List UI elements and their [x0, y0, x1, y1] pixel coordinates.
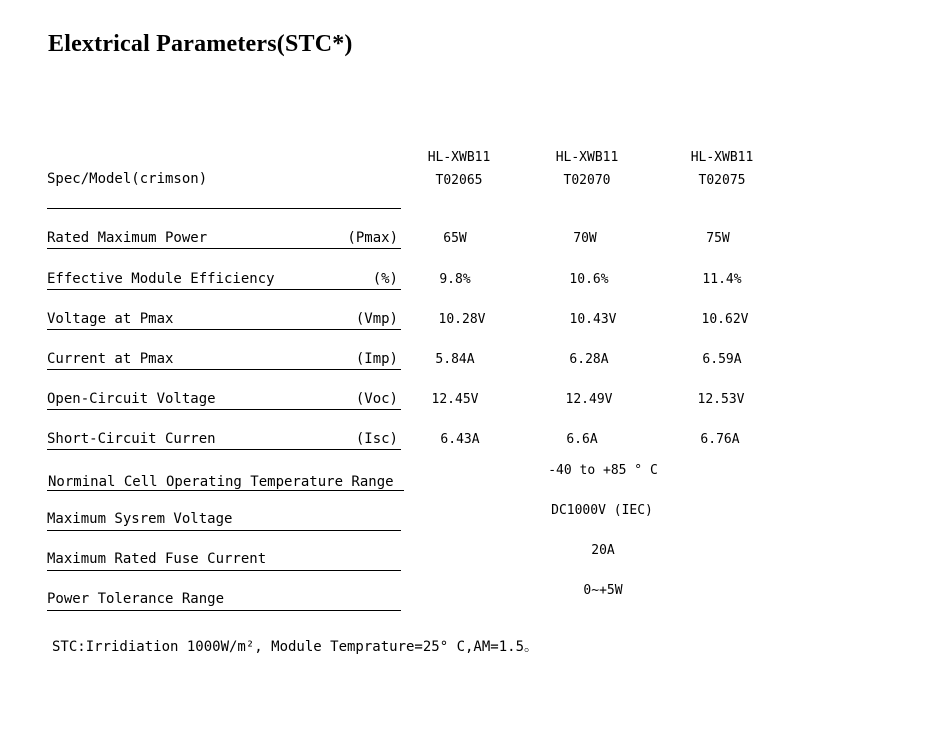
row-value: 11.4% [702, 272, 742, 287]
row-label: Voltage at Pmax [47, 311, 174, 327]
row-divider [47, 490, 404, 491]
stc-footnote: STC:Irridiation 1000W/m², Module Temprature=25° C,AM=1.5。 [52, 639, 539, 655]
row-value: 6.76A [700, 432, 740, 447]
row-divider [47, 530, 401, 531]
row-label: Current at Pmax [47, 351, 174, 367]
model-3-line2: T02075 [698, 173, 746, 188]
shared-row-value: 0~+5W [583, 583, 623, 598]
row-unit: (Voc) [355, 391, 398, 407]
row-unit: (%) [372, 271, 398, 287]
row-value: 70W [573, 231, 597, 246]
row-label: Short-Circuit Curren [47, 431, 216, 447]
row-label: Open-Circuit Voltage [47, 391, 216, 407]
row-value: 12.49V [565, 392, 613, 407]
row-unit: (Isc) [355, 431, 398, 447]
row-value: 10.62V [701, 312, 749, 327]
row-value: 9.8% [439, 272, 471, 287]
row-value: 10.6% [569, 272, 609, 287]
model-2-line1: HL-XWB11 [555, 150, 619, 165]
row-divider [47, 409, 401, 410]
row-divider [47, 248, 401, 249]
row-value: 6.28A [569, 352, 609, 367]
row-value: 5.84A [435, 352, 475, 367]
shared-row-label: Power Tolerance Range [47, 591, 225, 607]
row-unit: (Vmp) [355, 311, 398, 327]
row-value: 6.6A [566, 432, 598, 447]
model-1-line1: HL-XWB11 [427, 150, 491, 165]
row-value: 6.43A [440, 432, 480, 447]
row-value: 12.53V [697, 392, 745, 407]
shared-row-label: Norminal Cell Operating Temperature Range [48, 474, 394, 490]
row-unit: (Pmax) [347, 230, 398, 246]
row-value: 75W [706, 231, 730, 246]
row-value: 12.45V [431, 392, 479, 407]
page-title: Elextrical Parameters(STC*) [48, 31, 353, 57]
model-3-line1: HL-XWB11 [690, 150, 754, 165]
shared-row-label: Maximum Rated Fuse Current [47, 551, 267, 567]
row-label: Rated Maximum Power [47, 230, 208, 246]
spec-model-label: Spec/Model(crimson) [47, 171, 208, 187]
shared-row-value: 20A [591, 543, 615, 558]
model-2-line2: T02070 [563, 173, 611, 188]
row-value: 10.28V [438, 312, 486, 327]
shared-row-label: Maximum Sysrem Voltage [47, 511, 233, 527]
row-value: 65W [443, 231, 467, 246]
row-divider [47, 329, 401, 330]
shared-row-value: DC1000V (IEC) [551, 503, 653, 518]
row-divider [47, 289, 401, 290]
row-divider [47, 610, 401, 611]
row-divider [47, 570, 401, 571]
row-unit: (Imp) [355, 351, 398, 367]
row-label: Effective Module Efficiency [47, 271, 275, 287]
row-divider [47, 369, 401, 370]
header-divider [47, 208, 401, 209]
row-value: 6.59A [702, 352, 742, 367]
model-1-line2: T02065 [435, 173, 483, 188]
row-value: 10.43V [569, 312, 617, 327]
row-divider [47, 449, 401, 450]
shared-row-value: -40 to +85 ° C [548, 463, 658, 478]
